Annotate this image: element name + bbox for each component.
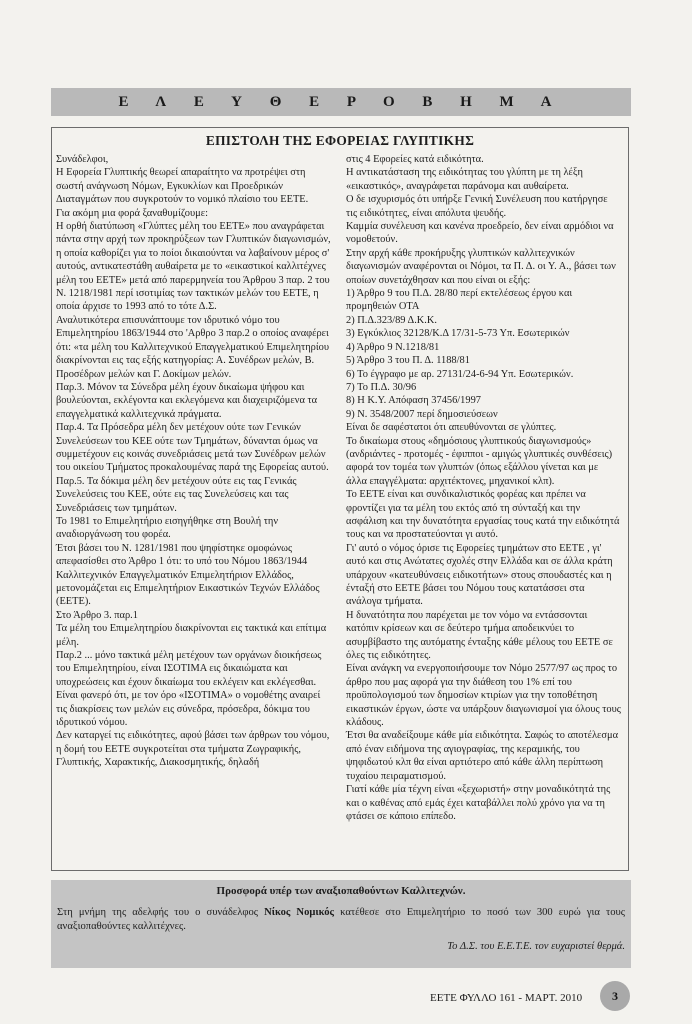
newspaper-section-header (51, 88, 631, 116)
donation-title: Προσφορά υπέρ των αναξιοπαθούντων Καλλιτεχνών. (216, 885, 466, 897)
donation-thanks: Το Δ.Σ. του Ε.Ε.Τ.Ε. τον ευχαριστεί θερμά. (447, 941, 625, 952)
letter-paragraph: Δεν καταργεί τις ειδικότητες, αφού βάσει των άρθρων του νόμου, η δομή του ΕΕΤΕ συγκροτείται στα τμήματα Ζωγραφικής, Γλυπτικής, Χαρακτικής, Διακοσμητικής, δηλαδή (56, 730, 330, 769)
letter-paragraph: 2) Π.Δ.323/89 Δ.Κ.Κ. (346, 314, 438, 326)
donation-text-start: Στη μνήμη της αδελφής του ο συνάδελφος (57, 907, 265, 918)
letter-paragraph: Παρ.3. Μόνον τα Σύνεδρα μέλη έχουν δικαίωμα ψήφου και βουλεύονται, εκλέγοντα και εκλεγόμενα και διαχειριζόμενα τα επαγγελματικά καλλιτεχνικά πράγματα. (56, 381, 318, 420)
letter-paragraph: Η ορθή διατύπωση «Γλύπτες μέλη του ΕΕΤΕ» που αναγράφεται πάντα στην αρχή των προκηρύξεων των Γλυπτικών διαγωνισμών, η οποία καθορίζει για το ποίοι δικαιούνται να λαβαίνουν μέρος σ' αυτούς, αντικατεστάθη αυθαίρετα με το «εικαστικοί καλλιτέχνες μέλη του ΕΕΤΕ» μετά από παρερμηνεία του Άρθρου 3 παρ. 2 του Ν. 1218/1981 περί ισοτιμίας των τακτικών μελών του ΕΕΤΕ, η οποία άρχισε το 1993 από το τότε Δ.Σ. (56, 221, 331, 313)
letter-paragraph: Αναλυτικότερα επισυνάπτουμε τον ιδρυτικό νόμο του Επιμελητηρίου 1863/1944 στο 'Αρθρο 3 παρ.2 ο οποίος αναφέρει ότι: «τα μέλη του Καλλιτεχνικού Επαγγελματικού Επιμελητηρίου διακρίνονται εις τας εξής κατηγορίας: Α. Συνέδρων μελών, Β. Προσέδρων μελών και Γ. Δοκίμων μελών. (56, 314, 329, 380)
letter-paragraph: Έτσι θα αναδείξουμε κάθε μία ειδικότητα. Σαφώς το αποτέλεσμα από έναν ειδήμονα της αγιογραφίας, της κεραμικής, του ψηφιδωτού κλπ θα είναι αρτιότερο από κάθε άλλη περίπτωση τυχαίου πειραματισμού. (346, 730, 619, 782)
letter-paragraph: Συνάδελφοι, (56, 154, 109, 165)
letter-paragraph: Παρ.2 ... μόνο τακτικά μέλη μετέχουν των οργάνων διοικήσεως του Επιμελητηρίου, είναι ΙΣΟΤΙΜΑ εις δικαιώματα και υποχρεώσεις και έχουν δικαίωμα του εκλέγειν και εκλέγεσθαι. (56, 650, 322, 688)
issue-info: ΕΕΤΕ ΦΥΛΛΟ 161 - ΜΑΡΤ. 2010 (430, 992, 583, 1004)
letter-paragraph: Στο Άρθρο 3. παρ.1 (56, 609, 138, 621)
letter-paragraph: Το δικαίωμα στους «δημόσιους γλυπτικούς διαγωνισμούς» (ανδριάντες - προτομές - έφιπποι - αμιγώς γλυπτικές συνθέσεις) αφορά τον τομέα των γλυπτών (όπως εξάλλου γίνεται και με άλλα επαγγέλματα: αρχιτέκτονες, μηχανικοί κλπ). (346, 435, 613, 487)
letter-paragraph: 4) Άρθρο 9 Ν.1218/81 (346, 341, 440, 353)
page-footer (430, 992, 582, 1004)
letter-paragraph: 7) Το Π.Δ. 30/96 (346, 381, 417, 393)
letter-paragraph: Ο δε ισχυρισμός ότι υπήρξε Γενική Συνέλευση που κατήργησε τις ειδικότητες, είναι απόλυτα ψευδής. (346, 194, 608, 219)
letter-paragraph: Είναι ανάγκη να ενεργοποιήσουμε τον Νόμο 2577/97 ως προς το άρθρο που μας αφορά για την διάθεση του 1% επί του προϋπολογισμού των δημοσίων κτιρίων για την τοποθέτηση εικαστικών έργων, ώστε να υπάρξουν διαγωνισμοί για όλους τους κλάδους. (346, 663, 621, 729)
letter-right-column (346, 153, 621, 823)
letter-paragraph: Γι' αυτό ο νόμος όρισε τις Εφορείες τμημάτων στο ΕΕΤΕ , γι' αυτό και στις Ανώτατες σχολές στην Ελλάδα και σε άλλα κράτη υπάρχουν «κατευθύνσεις ειδικοτήτων» στους σπουδαστές και η ένταξή στο ΕΕΤΕ βάσει του Νόμου τους κατατάσσει στα ανάλογα τμήματα. (346, 542, 613, 608)
letter-frame (51, 127, 629, 871)
letter-paragraph: Το ΕΕΤΕ είναι και συνδικαλιστικός φορέας και πρέπει να φροντίζει για τα μέλη του εκτός από τη σύνταξή και την ασφάλιση και την δυνατότητα εργασίας τους κατά την ειδικότητά τους και να προστατεύονται γι αυτό. (346, 489, 620, 541)
letter-paragraph: 5) Άρθρο 3 του Π. Δ. 1188/81 (346, 355, 470, 367)
letter-paragraph: Είναι φανερό ότι, με τον όρο «ΙΣΟΤΙΜΑ» ο νομοθέτης αναιρεί τις διακρίσεις των μελών εις σύνεδρα, πρόσεδρα, δόκιμα του ιδρυτικού νόμου. (56, 690, 321, 729)
letter-paragraph: Η αντικατάσταση της ειδικότητας του γλύπτη με τη λέξη «εικαστικός», αναγράφεται παράνομα και αυθαίρετα. (346, 167, 583, 192)
donation-text (57, 906, 625, 934)
letter-paragraph: Καμμία συνέλευση και κανένα προεδρείο, δεν είναι αρμόδιοι να νομοθετούν. (346, 221, 614, 246)
letter-paragraph: Παρ.5. Τα δόκιμα μέλη δεν μετέχουν ούτε εις τας Γενικάς Συνελεύσεις του ΚΕΕ, ούτε εις τας Συνελεύσεις και τας Συνεδριάσεις των τμημάτων. (56, 475, 297, 514)
donation-text-end: κατέθεσε στο Επιμελητήριο το ποσό των 300 ευρώ για τους αναξιοπαθούντες καλλιτέχνες. (57, 907, 625, 932)
letter-paragraph: Στην αρχή κάθε προκήρυξης γλυπτικών καλλιτεχνικών διαγωνισμών αναφέρονται οι Νόμοι, τα Π. Δ. οι Υ. Α., βάσει των οποίων συνετάχθησαν και που είναι οι εξής: (346, 247, 616, 286)
letter-paragraph: στις 4 Εφορείες κατά ειδικότητα. (346, 154, 484, 165)
letter-paragraph: 9) Ν. 3548/2007 περί δημοσιεύσεων (346, 408, 498, 420)
donor-name: Νίκος Νομικός (264, 907, 335, 918)
letter-left-column (56, 153, 331, 770)
letter-title: ΕΠΙΣΤΟΛΗ ΤΗΣ ΕΦΟΡΕΙΑΣ ΓΛΥΠΤΙΚΗΣ (205, 133, 475, 148)
letter-paragraph: Έτσι βάσει του Ν. 1281/1981 που ψηφίστηκε ομοφώνως απεφασίσθει στο Άρθρο 1 ότι: το υπό του Νόμου 1863/1944 Καλλιτεχνικόν Επαγγελματικόν Επιμελητήριον Ελλάδος, μετονομάζεται εις Επιμελητήριον Εικαστικών Τεχνών Ελλάδος (ΕΕΤΕ). (56, 542, 320, 608)
letter-paragraph: Η Εφορεία Γλυπτικής θεωρεί απαραίτητο να προτρέψει στη σωστή ανάγνωση Νόμων, Εγκυκλίων και Προεδρικών Διαταγμάτων που συγκροτούν το νομικό πλαίσιο του ΕΕΤΕ. (56, 167, 309, 206)
donation-notice (51, 880, 631, 968)
page-number: 3 (600, 981, 630, 1011)
letter-paragraph: 8) Η Κ.Υ. Απόφαση 37456/1997 (346, 395, 481, 407)
letter-paragraph: 3) Εγκύκλιος 32128/Κ.Δ 17/31-5-73 Υπ. Εσωτερικών (346, 328, 570, 340)
letter-paragraph: Η δυνατότητα που παρέχεται με τον νόμο να εντάσσονται κατόπιν κρίσεων και σε δεύτερο τμήμα αποδεικνύει το ασυμβίβαστο της αυτόματης ένταξης κάθε μέλους του ΕΕΤΕ σε όλες τις ειδικότητες. (346, 609, 613, 662)
letter-paragraph: Τα μέλη του Επιμελητηρίου διακρίνονται εις τακτικά και επίτιμα μέλη. (56, 623, 327, 648)
letter-paragraph: Παρ.4. Τα Πρόσεδρα μέλη δεν μετέχουν ούτε των Γενικών Συνελεύσεων του ΚΕΕ ούτε των Τμημάτων, δύνανται όμως να συμμετέχουν εις κοινάς συνεδριάσεις μετά των Συνέδρων μελών του οικείου Τμήματος προκαλουμένας παρά της Εφορείας αυτού. (56, 422, 329, 474)
section-title: Ε Λ Ε Υ Θ Ε Ρ Ο Β Η Μ Α (118, 93, 564, 110)
letter-paragraph: Το 1981 το Επιμελητήριο εισηγήθηκε στη Βουλή την αναδιοργάνωση του φορέα. (56, 515, 279, 541)
letter-paragraph: Γιατί κάθε μία τέχνη είναι «ξεχωριστή» στην μοναδικότητά της και ο καθένας από εμάς έχει καταβάλλει πολύ χρόνο για να τη φτάσει σε κάποιο επίπεδο. (346, 784, 611, 822)
letter-paragraph: 6) Το έγγραφο με αρ. 27131/24-6-94 Υπ. Εσωτερικών. (346, 368, 574, 380)
letter-paragraph: Για ακόμη μια φορά ξαναθυμίζουμε: (56, 207, 208, 219)
letter-paragraph: Είναι δε σαφέστατοι ότι απευθύνονται σε γλύπτες. (346, 422, 557, 434)
letter-paragraph: 1) Άρθρο 9 του Π.Δ. 28/80 περί εκτελέσεως έργου και προμηθειών ΟΤΑ (346, 288, 573, 313)
